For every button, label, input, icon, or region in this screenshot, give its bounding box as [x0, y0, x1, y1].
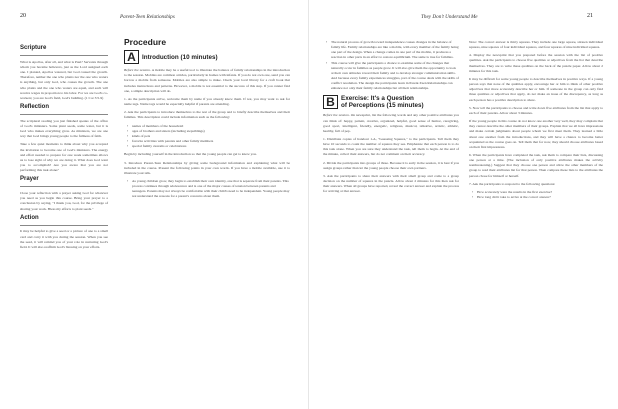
list-item: • How accurately were the results in the first exercise? [474, 190, 603, 195]
section-a-paragraph-1 [124, 68, 290, 94]
section-b-step-3: 3. Ask the participants to share their answers with their small group and come to a group decision on the number of squares in the puzzle. Allow about 2 minutes for this then ask for their answers. When all groups have reported, reveal the correct answer and explain the process for arriving at that answer. [323, 173, 459, 194]
list-item: • favorite activities with parents and other family members [129, 139, 290, 144]
right-column-2 [469, 40, 603, 203]
list-item: • This course will give the participants a chance to examine some of the changes that naturally occur in families as people grow. It will also give them the opportunity to look at their own attitudes toward their family and to develop stronger communication skills. And because every family experiences struggles, part of the course deals with the skills of conflict resolution. The design the participants learn in Parent-Teen Relationships can enhance not only their family relationships but all their relationships. [328, 61, 459, 92]
section-a-step-2: 2. Ask the participants to introduce themselves to the rest of the group and to briefly describe themselves and their families. This description could include information such as the following: [124, 110, 290, 120]
before-session-label-b: Before the session. [323, 113, 350, 118]
section-a-step-3: 3. Introduce Parent-Teen Relationships by giving some background information and explaining what will be included in the course. Present the following points in your own words. If you have a mobile available, use it to illustrate your talk. [124, 160, 290, 175]
section-b-title-line-2: of Perceptions (15 minutes) [341, 101, 424, 109]
list-item: • ages of brothers and sisters (including stepsiblings) [129, 129, 290, 134]
section-a-heading [124, 50, 290, 64]
section-b-step-4: 4. Display the newsprint that you prepared before the session with the list of positive qualities. Ask the participants to choose five qualities or adjectives from the list that describe themselves. They are to write these qualities on the back of the puzzle paper. Allow about 2 minutes for this task. [469, 53, 603, 73]
before-session-label: Before the session. [124, 68, 151, 73]
right-page [309, 0, 618, 409]
reflection-heading: Reflection [20, 104, 50, 110]
before-session-text: A mobile may be a useful tool to illustrate the balance of family relationships in the introduction to the session. Mobiles are common articles, particularly in homes with infants. If you do not own one, send you can borrow a mobile from someone. Mobiles are also simple to make. Check your local library for a craft book that includes instructions and patterns. However, a mobile is not essential to the success of this step. If you cannot find one, a simple description will do. [124, 68, 290, 93]
prayer-rule [20, 186, 108, 187]
section-b-step-7: 7. Ask the participants to respond to the following questions: [469, 181, 556, 186]
right-column-1 [323, 40, 459, 198]
scripture-text: What is Apollos, after all, and what is Paul? Servants through whom you became believers, just as the Lord assigned each one. I planted, Apollos watered, but God caused the growth. Therefore, neither the one who plants nor the one who waters is anything, but only God, who causes the growth. The one who plants and the one who waters are equal, and each will receive wages in proportion to his labor. For we are God's co-workers; you are God's field, God's building. (1 Cor 3:5-9) [20, 59, 108, 100]
action-heading: Action [20, 214, 39, 221]
list-item: • kinds of pets [129, 134, 290, 139]
prayer-text: Close your reflection with a prayer asking God for whatever you need as you begin this course. Bring your prayer to a conclusion by saying, "I thank you, God, for the privilege of sharing your work. Bless my efforts to plant seeds." [20, 191, 108, 211]
running-head-left: Parent-Teen Relationships [120, 14, 175, 20]
section-b-step-2: 2. Divide the participants into groups of three. Because it is early in the session, it is best if you assign groups rather than let the young people choose their own partners. [323, 160, 459, 170]
section-b-step-1: 1. Distribute copies of handout 1-A, "Guessing Squares," to the participants. Tell them they have 10 seconds to count the number of squares they see. Emphasize that each person is to do this task alone. When you are sure they understand the task, tell them to begin. At the end of the minute, collect their answers, but do not comment on their accuracy. [323, 137, 459, 157]
reflection-paragraph-1: The scriptural reading you just finished speaks of the office of God's ministers. Some plant seeds, some water, but it is God who makes everything grow. As ministers, we are one way that God brings young people to the fullness of faith. [20, 118, 108, 139]
list-item: • How long did it take to arrive at the correct answer? [474, 195, 603, 200]
prayer-heading: Prayer [20, 176, 39, 183]
section-b-letter: B [323, 95, 338, 109]
procedure-column [124, 37, 290, 203]
action-text: It may be helpful to give a seed or a picture of one to a small card and carry it with you during the session. When you see the seed, it will remind you of your role in nurturing God's field. It will also reaffirm God's blessing on your efforts. [20, 229, 108, 249]
scripture-heading: Scripture [20, 45, 47, 51]
reflection-rule [20, 114, 108, 115]
section-b-paragraph-5: It may be difficult for some young people to describe themselves in positive ways. If a young person says that none of the qualities apply, encourage her or him to think of other positive adjectives that more accurately describe her or him. If someone in the group can only find three qualities or adjectives that apply, do not make an issue of the discrepancy, as long as each person has a positive description to share. [469, 76, 603, 102]
page-number-right: 21 [587, 13, 593, 19]
questions-list [474, 190, 603, 200]
section-b-paragraph-1 [323, 113, 459, 134]
section-b-title [341, 95, 424, 110]
list-item: • names of members of the household [129, 124, 290, 129]
section-b-step-6: 6. When the participants have completed the task, ask them to compare their lists, discussing one person at a time. (The inclusion of only positive attributes makes the activity nonthreatening.) Suggest that they choose one person and allow the other members of the group to read their attributes list for that person. Then compare these lists to the attributes the person chose for himself or herself. [469, 152, 603, 178]
talk-bullet-list [129, 179, 290, 200]
sidebar-column [20, 42, 108, 253]
answer-note: Note: The correct answer is thirty squares. They include one large square, sixteen individual squares, nine squares of four individual squares, and four squares of nine individual squares. [469, 40, 603, 50]
introduction-bullet-list [129, 124, 290, 150]
section-b-title-line-1: Exercise: It's a Question [341, 94, 414, 102]
list-item: • The natural process of growth toward independence causes changes in the balance of family life. Family relationships are like a mobile, with every member of the family being one part of the design. When a change comes in one part of the mobile, it produces a reaction in other parts in an effort to restore equilibrium. The same is true for families. [328, 40, 459, 61]
before-session-text-b: On newsprint, list the following words and any other positive attributes you can think of: happy, patient, creative, organized, helpful, good sense of humor, caregiving, good sport, intelligent, friendly, energetic, religious, musical, talkative, artistic, athletic, healthy, full of pep. [323, 113, 459, 133]
course-bullet-list [328, 40, 459, 92]
reflection-paragraph-2: Take a few quiet moments to think about why you accepted the invitation to become one of God's ministers. The energy and effort needed to prepare for one week sometimes allows us to lose sight of why we are doing it. What does God want you to accomplish? Are you aware that you are not performing this task alone? [20, 142, 108, 173]
section-a-title: Introduction (10 minutes) [142, 54, 218, 62]
list-item: • As young children grow, they begin to establish their own identity, one that is separate from their parents. This process continues through adolescence and is one of the major causes of tension between parents and teenagers. Parents may not always be comfortable with their child's need to be independent. Young people may not understand the reasons for a parent's concerns about them. [129, 179, 290, 200]
page-number-left: 20 [20, 13, 26, 19]
section-b-step-5: 5. Now tell the participants to choose and write down five attributes from the list that apply to each of their parents. Allow about 3 minutes. [469, 105, 603, 115]
section-a-step-1: 1. As the participants arrive, welcome them by name if you already know them. If not, you may want to ask for name tags. Name tags would be especially helpful if parents are attending. [124, 96, 290, 107]
procedure-heading: Procedure [124, 37, 167, 47]
scripture-rule [20, 55, 108, 56]
section-b-paragraph-7: If the young people in this course do not know one another very well, they may complain that they cannot describe the other members of their groups. Explain that we all have impressions and make certain judgments about people whom we first meet them. They learned a little about one another from the introductions, and they will have a chance to become better acquainted as the course goes on. Tell them that for now, they should choose attributes based on their first impressions. [469, 119, 603, 149]
action-rule [20, 225, 108, 226]
list-item: • special family customs or celebrations [129, 144, 290, 149]
section-b-heading [323, 95, 459, 110]
section-a-letter: A [124, 50, 139, 64]
section-a-paragraph-4: Begin by including yourself in the introduction so that the young people can get to know you. [124, 152, 257, 157]
running-head-right: They Don't Understand Me [421, 14, 478, 20]
